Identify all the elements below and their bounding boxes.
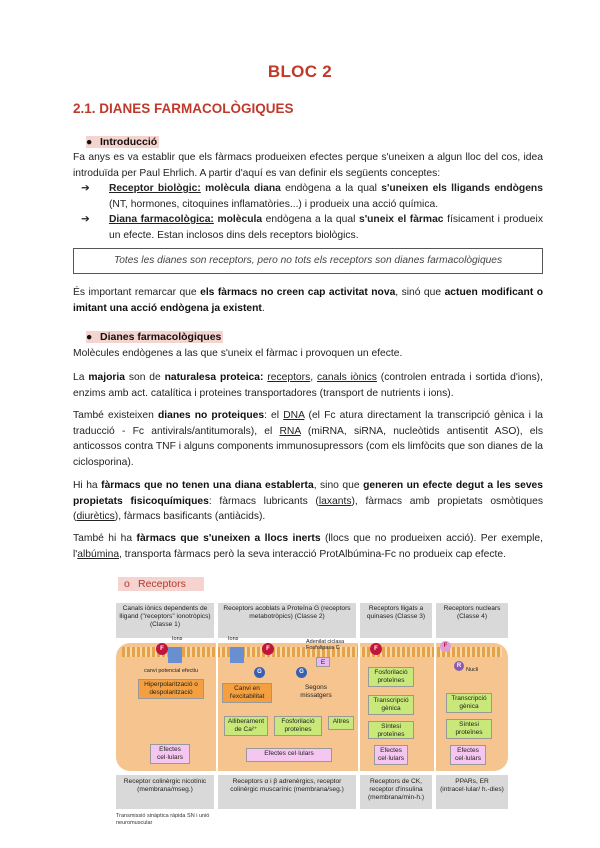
col-foot-class3: Receptors de CK, receptor d'insulina (membrana/min-h.)	[360, 775, 432, 809]
text: , sinó que	[395, 287, 442, 298]
bullet-icon: ●	[86, 136, 93, 148]
paragraph-fisicoquimiques	[73, 478, 543, 525]
figure-note: Transmissió sinàptica ràpida SN i unió neuromuscular	[116, 813, 210, 826]
box-hiperpolaritzacio: Hiperpolarització o despolarització	[138, 679, 204, 699]
ligand-icon: F	[370, 643, 382, 655]
text: físicament i produeix un efecte. Estan inclosos dins dels receptors biològics.	[109, 214, 543, 241]
divider	[216, 643, 218, 771]
bold-text: generen un efecte degut a les seves propietats fisicoquímiques	[73, 480, 544, 507]
box-sintesi-3: Síntesi proteïnes	[368, 721, 414, 739]
divider	[358, 643, 360, 771]
box-efectes-4: Efectes cel·lulars	[450, 745, 486, 765]
box-segons-missatgers: Segons missatgers	[300, 684, 332, 699]
bold-text: fàrmacs que s'uneixen a llocs inerts	[136, 533, 321, 544]
box-altres: Altres	[328, 716, 354, 730]
link-rna: RNA	[279, 425, 301, 437]
text: ), fàrmacs basificants (antiàcids).	[114, 511, 266, 523]
box-efectes-2: Efectes cel·lulars	[246, 748, 332, 762]
dianes-heading-text: Dianes farmacològiques	[100, 331, 222, 343]
box-sintesi-4: Síntesi proteïnes	[446, 719, 492, 739]
adenylate-label: Adenilat ciclasa Fosfolipasa C	[306, 639, 345, 651]
ion-channel-icon	[230, 647, 244, 663]
col-head-class4: Receptors nuclears (Classe 4)	[436, 603, 508, 638]
bold-text: molècula	[217, 214, 263, 225]
text: son de	[128, 372, 161, 383]
text: La	[73, 372, 85, 383]
effector-icon: E	[316, 657, 330, 667]
bold-text: majoria	[88, 372, 125, 383]
text: endògena a la qual	[265, 214, 356, 225]
link-albumina: albúmina	[77, 548, 120, 560]
intro-paragraph: Fa anys es va establir que els fàrmacs produeixen efectes perque s'uneixen a algun lloc del cos, idea introduïda per Paul Ehrlich. A partir d'aquí es van definir els següents conceptes:	[73, 152, 543, 179]
text: ,	[310, 372, 314, 383]
ion-channel-icon	[168, 647, 182, 663]
box-alliberament: Alliberament de Ca²⁺	[224, 716, 268, 736]
paragraph-inerts	[73, 531, 543, 562]
text: (llocs que no produeixen acció). Per exemple, l'	[73, 533, 543, 560]
text: (miRNA, siRNA, nucleòtids antisentit ASO), els anticossos contra TNF i alguns components immunosupressors (com els limfòcits que son dianes de la ciclosporina).	[73, 425, 543, 468]
intro-heading	[86, 136, 159, 148]
link-laxants: laxants	[318, 495, 352, 507]
term-receptor: Receptor biològic:	[109, 183, 201, 194]
col-foot-class1: Receptor colinèrgic nicotínic (membrana/mseg.)	[116, 775, 214, 809]
link-canals: canals iònics	[316, 372, 377, 383]
box-efectes-1: Efectes cel·lulars	[150, 744, 190, 764]
paragraph-majoria	[73, 370, 543, 401]
dianes-definition: Molècules endògenes a las que s'uneix el fàrmac i provoquen un efecte.	[73, 348, 403, 359]
bold-text: actuen modificant o imitant una acció endògena ja existent	[73, 287, 543, 314]
note-box: Totes les dianes son receptors, pero no tots els receptors son dianes farmacològiques	[73, 248, 543, 274]
text: (NT, hormones, citoquines inflamatòries...) i produeix una acció química.	[109, 198, 439, 210]
bold-text: molècula diana	[205, 183, 281, 194]
bullet-icon: ●	[86, 331, 93, 343]
list-item-receptor	[81, 181, 543, 212]
text: També hi ha	[73, 533, 133, 544]
col-head-class2: Receptors acoblats a Proteïna G (receptors metabotròpics) (Classe 2)	[218, 603, 356, 638]
bullet-icon: o	[124, 578, 130, 590]
bold-text: fàrmacs que no tenen una diana establerta	[101, 480, 314, 491]
bold-text: dianes no proteiques	[157, 410, 265, 421]
text: .	[261, 302, 265, 314]
section-title: 2.1. DIANES FARMACOLÒGIQUES	[73, 101, 294, 116]
g-protein-icon: G	[254, 667, 265, 678]
link-dna: DNA	[283, 410, 305, 421]
divider	[434, 643, 436, 771]
text: És important remarcar que	[73, 287, 197, 298]
col-head-class1: Canals iònics dependents de lligand ("receptors" ionotròpics) (Classe 1)	[116, 603, 214, 638]
text: endògena a la qual	[285, 183, 377, 194]
ligand-icon: F	[156, 643, 168, 655]
text: , transporta fàrmacs però la seva interacció ProtAlbúmina-Fc no produeix cap efecte.	[119, 548, 506, 560]
text: : fàrmacs lubricants (	[208, 495, 319, 507]
box-efectes-3: Efectes cel·lulars	[374, 745, 408, 765]
ions-label: Ions	[172, 636, 183, 642]
text: Hi ha	[73, 480, 98, 491]
dianes-heading	[86, 331, 223, 343]
col-foot-class4: PPARs, ER (intracel·lular/ h.-dies)	[436, 775, 508, 809]
text: (controlen entrada i sortida d'ions), enzims amb act. catalítica i proteines transportadores (transport de nutrients i ions).	[73, 372, 543, 399]
nucli-label: Nucli	[466, 667, 479, 673]
receptor-classes-figure	[116, 603, 508, 829]
ligand-icon: F	[440, 641, 451, 652]
ligand-icon: F	[262, 643, 274, 655]
link-receptors: receptors	[267, 372, 311, 383]
receptors-heading	[118, 577, 204, 591]
text: (el Fc atura directament la transcripció gènica i la traducció - Fc antivirals/antitumorals), el	[73, 410, 543, 437]
box-transcripcio-3: Transcripció gènica	[368, 695, 414, 715]
text: , sino que	[313, 480, 360, 491]
list-item-diana	[81, 212, 543, 243]
term-diana: Diana farmacològica:	[109, 214, 214, 225]
arrow-icon: ➔	[81, 214, 90, 225]
bloc-title: BLOC 2	[267, 62, 333, 81]
text: També existeixen	[73, 410, 154, 421]
receptor-icon: R	[454, 661, 464, 671]
ions-label: Ions	[228, 636, 239, 642]
remark-paragraph	[73, 285, 543, 316]
box-transcripcio-4: Transcripció gènica	[446, 693, 492, 713]
paragraph-no-proteiques	[73, 408, 543, 470]
col-head-class3: Receptors lligats a quinases (Classe 3)	[360, 603, 432, 638]
intro-heading-text: Introducció	[100, 136, 158, 148]
receptors-heading-text: Receptors	[138, 578, 186, 590]
bold-text: s'uneixen els lligands endògens	[381, 183, 543, 194]
link-diuretics: diurètics	[76, 511, 115, 523]
box-fosforilacio: Fosforilació proteïnes	[274, 716, 322, 736]
text: : el	[264, 410, 280, 421]
box-fosforilacio-3: Fosforilació proteïnes	[368, 667, 414, 687]
bold-text: els fàrmacs no creen cap activitat nova	[200, 287, 396, 298]
g-protein-icon: G	[296, 667, 307, 678]
bold-text: s'uneix el fàrmac	[358, 214, 444, 225]
text: ), fàrmacs amb propietats osmòtiques (	[73, 495, 543, 523]
col-foot-class2: Receptors α i β adrenèrgics, receptor colinèrgic muscarínic (membrana/seg.)	[218, 775, 356, 809]
box-canvi-excitabilitat: Canvi en l'excitabilitat	[222, 683, 272, 703]
potential-label: canvi potencial efectiu	[144, 668, 199, 674]
arrow-icon: ➔	[81, 183, 90, 194]
bold-text: naturalesa proteica:	[164, 372, 264, 383]
